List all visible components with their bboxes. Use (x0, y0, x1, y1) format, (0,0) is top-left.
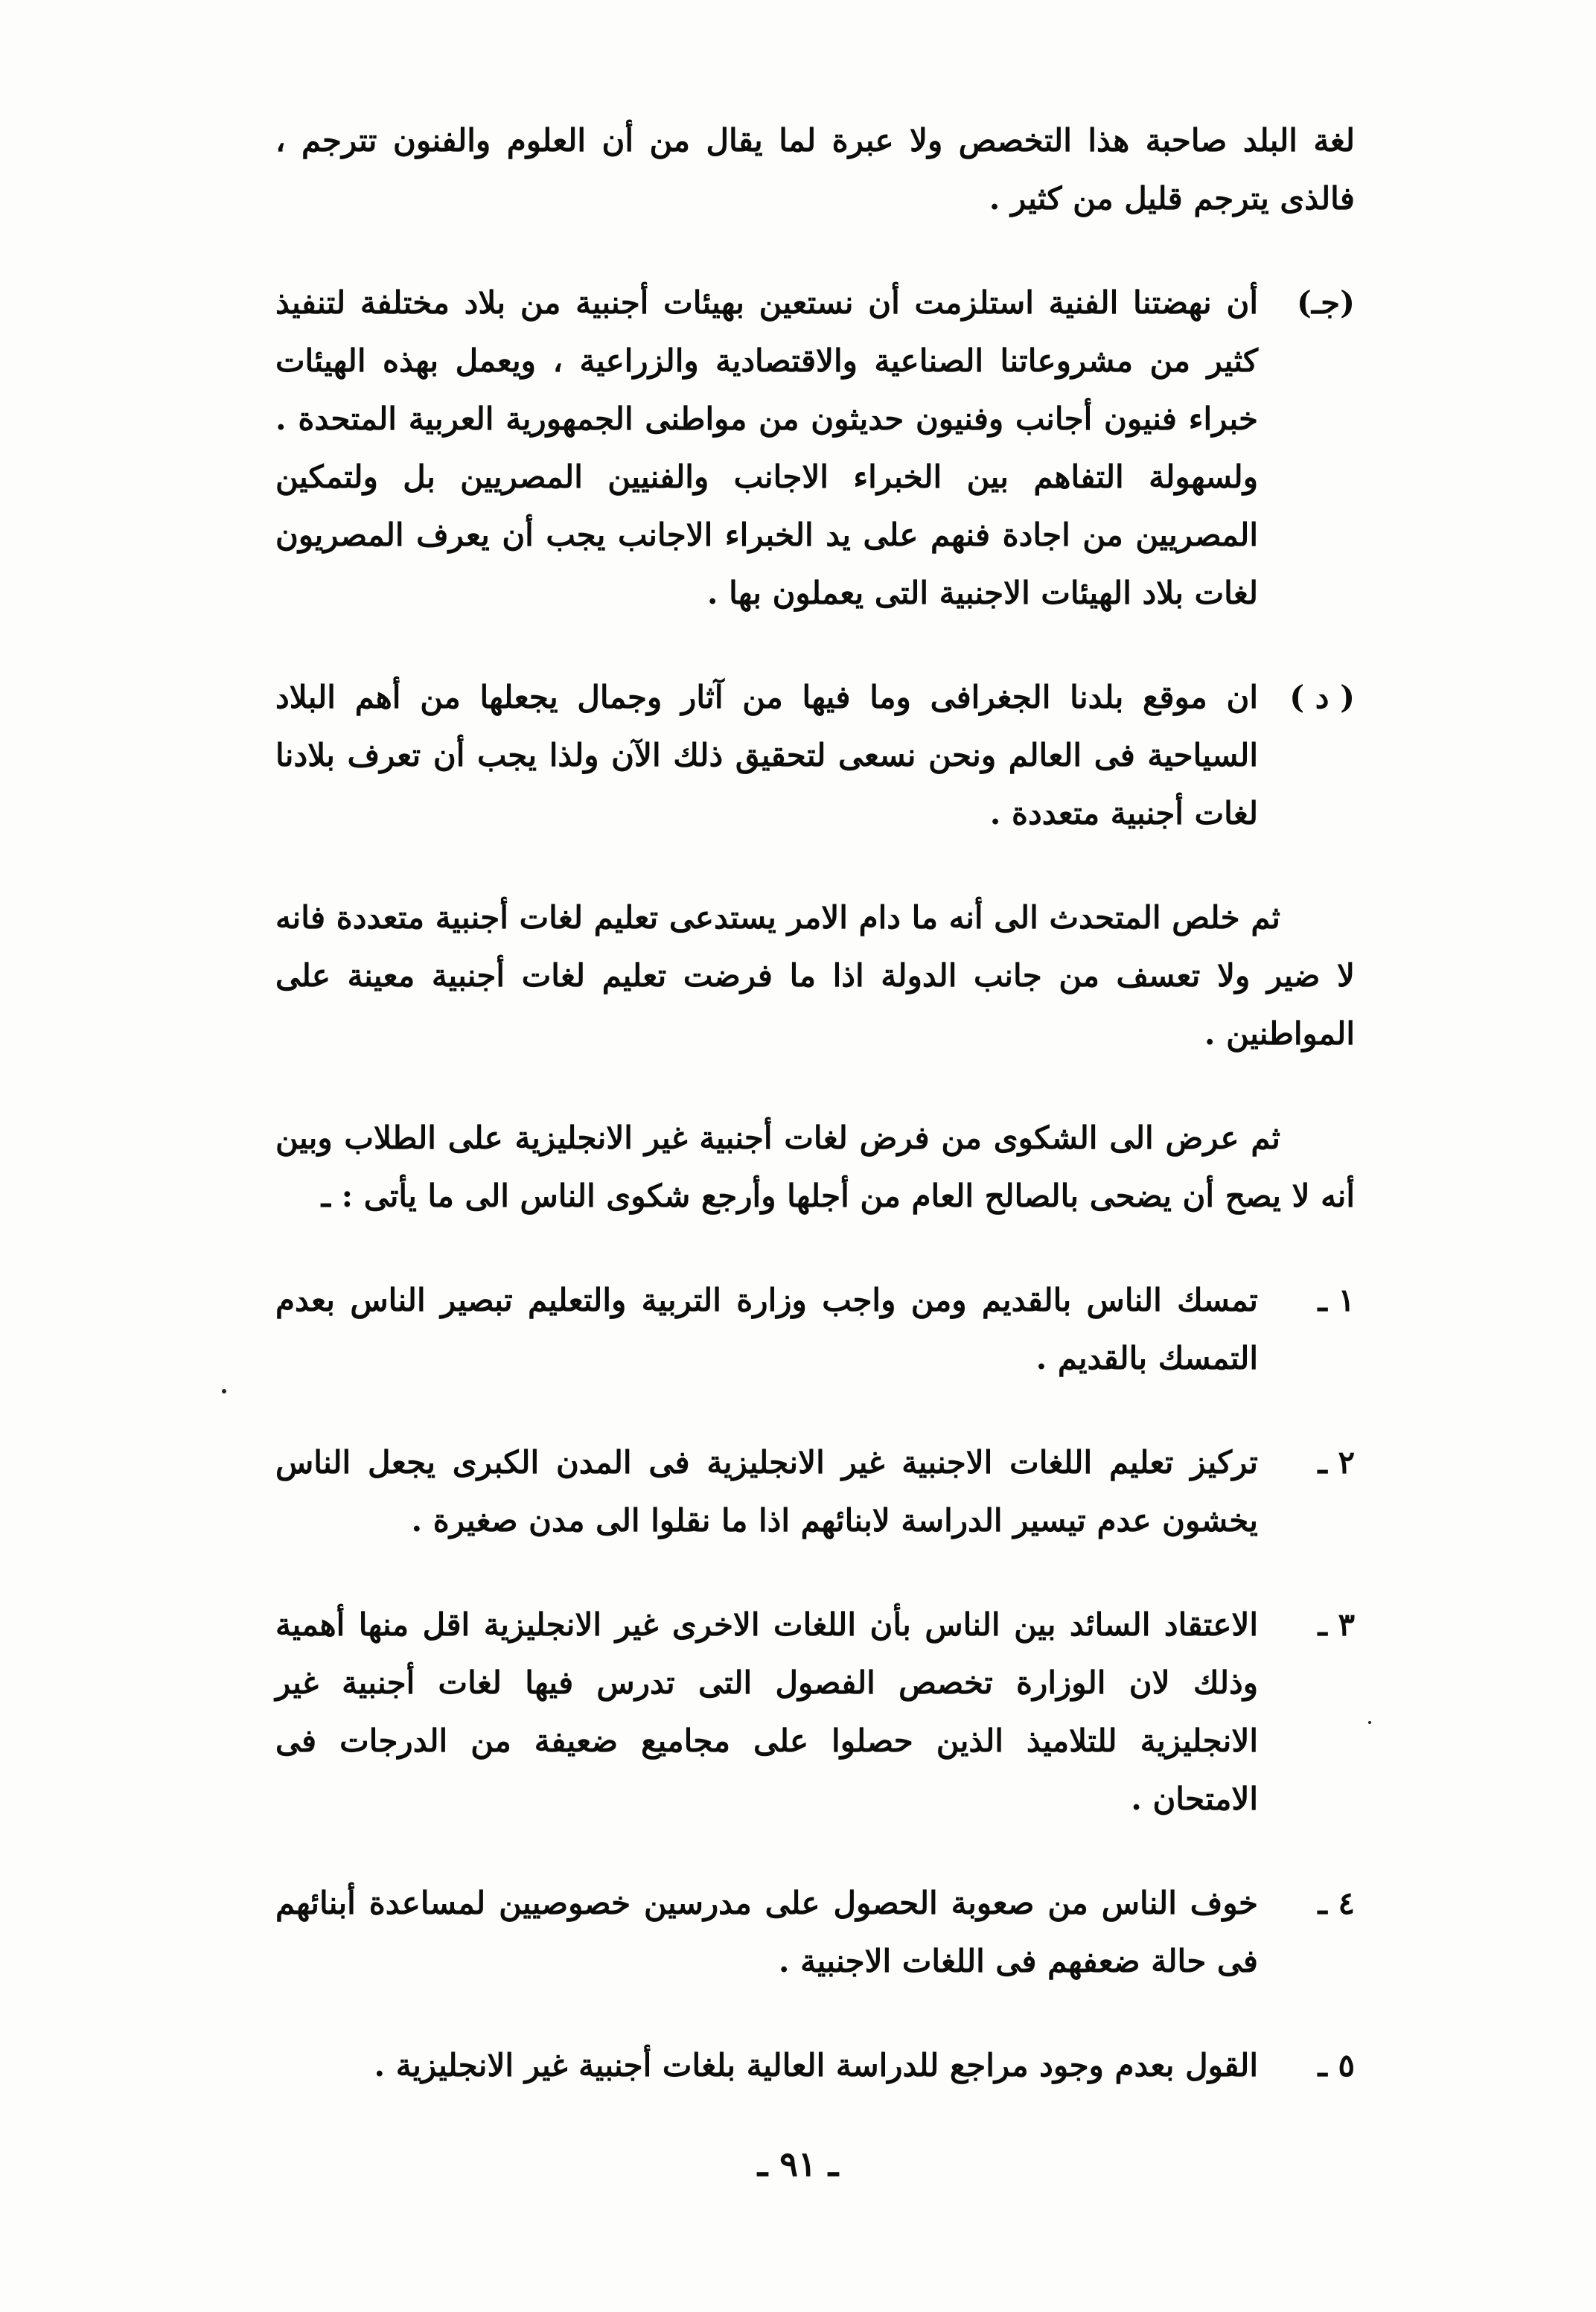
reason-marker: (جـ) (1296, 284, 1355, 321)
scan-speck (222, 1389, 226, 1393)
reason-item-d (275, 668, 1355, 843)
complaint-marker: ٤ ـ (1318, 1885, 1355, 1921)
complaint-item-3 (275, 1596, 1355, 1828)
complaint-item-5 (275, 2037, 1355, 2095)
complaint-item-1 (275, 1271, 1355, 1387)
reason-text: أن نهضتنا الفنية استلزمت أن نستعين بهيئات أجنبية من بلاد مختلفة لتنفيذ كثير من مشروعاتنا الصناعية والاقتصادية والزراعية ، ويعمل بهذه الهيئات خبراء فنيون أجانب وفنيون حديثون من مواطنى الجمهورية العربية المتحدة . ولسهولة التفاهم بين الخبراء الاجانب والفنيين المصريين بل ولتمكين المصريين من اجادة فنهم على يد الخبراء الاجانب يجب أن يعرف المصريون لغات بلاد الهيئات الاجنبية التى يعملون بها . (275, 284, 1258, 611)
page-number: ـ ٩١ ـ (757, 2144, 839, 2184)
scan-speck (1368, 1721, 1371, 1724)
complaint-marker: ٣ ـ (1318, 1606, 1355, 1643)
complaint-item-2 (275, 1434, 1355, 1550)
conclusion-paragraph: ثم خلص المتحدث الى أنه ما دام الامر يستدعى تعليم لغات أجنبية متعددة فانه لا ضير ولا تعسف من جانب الدولة اذا ما فرضت تعليم لغات أجنبية معينة على المواطنين . (275, 899, 1355, 1052)
complaint-text: خوف الناس من صعوبة الحصول على مدرسين خصوصيين لمساعدة أبنائهم فى حالة ضعفهم فى اللغات الاجنبية . (275, 1885, 1258, 1979)
complaint-text: القول بعدم وجود مراجع للدراسة العالية بلغات أجنبية غير الانجليزية . (374, 2047, 1258, 2083)
complaint-marker: ٥ ـ (1318, 2047, 1355, 2083)
complaints-intro-paragraph: ثم عرض الى الشكوى من فرض لغات أجنبية غير الانجليزية على الطلاب وبين أنه لا يصح أن يضحى بالصالح العام من أجلها وأرجع شكوى الناس الى ما يأتى : ـ (275, 1120, 1355, 1214)
reason-marker: ( د ) (1289, 679, 1355, 715)
complaint-text: الاعتقاد السائد بين الناس بأن اللغات الاخرى غير الانجليزية اقل منها أهمية وذلك لان الوزارة تخصص الفصول التى تدرس فيها لغات أجنبية غير الانجليزية للتلاميذ الذين حصلوا على مجاميع ضعيفة من الدرجات فى الامتحان . (275, 1606, 1258, 1817)
reason-item-c (275, 274, 1355, 622)
intro-paragraph: لغة البلد صاحبة هذا التخصص ولا عبرة لما يقال من أن العلوم والفنون تترجم ، فالذى يترجم قليل من كثير . (275, 122, 1355, 217)
reason-text: ان موقع بلدنا الجغرافى وما فيها من آثار وجمال يجعلها من أهم البلاد السياحية فى العالم ونحن نسعى لتحقيق ذلك الآن ولذا يجب أن تعرف بلادنا لغات أجنبية متعددة . (275, 679, 1258, 831)
complaint-marker: ١ ـ (1318, 1282, 1355, 1318)
complaint-marker: ٢ ـ (1318, 1444, 1355, 1481)
complaint-text: تمسك الناس بالقديم ومن واجب وزارة التربية والتعليم تبصير الناس بعدم التمسك بالقديم . (275, 1282, 1258, 1376)
document-body (275, 112, 1355, 2095)
complaint-text: تركيز تعليم اللغات الاجنبية غير الانجليزية فى المدن الكبرى يجعل الناس يخشون عدم تيسير الدراسة لابنائهم اذا ما نقلوا الى مدن صغيرة . (275, 1444, 1258, 1539)
complaint-item-4 (275, 1874, 1355, 1990)
